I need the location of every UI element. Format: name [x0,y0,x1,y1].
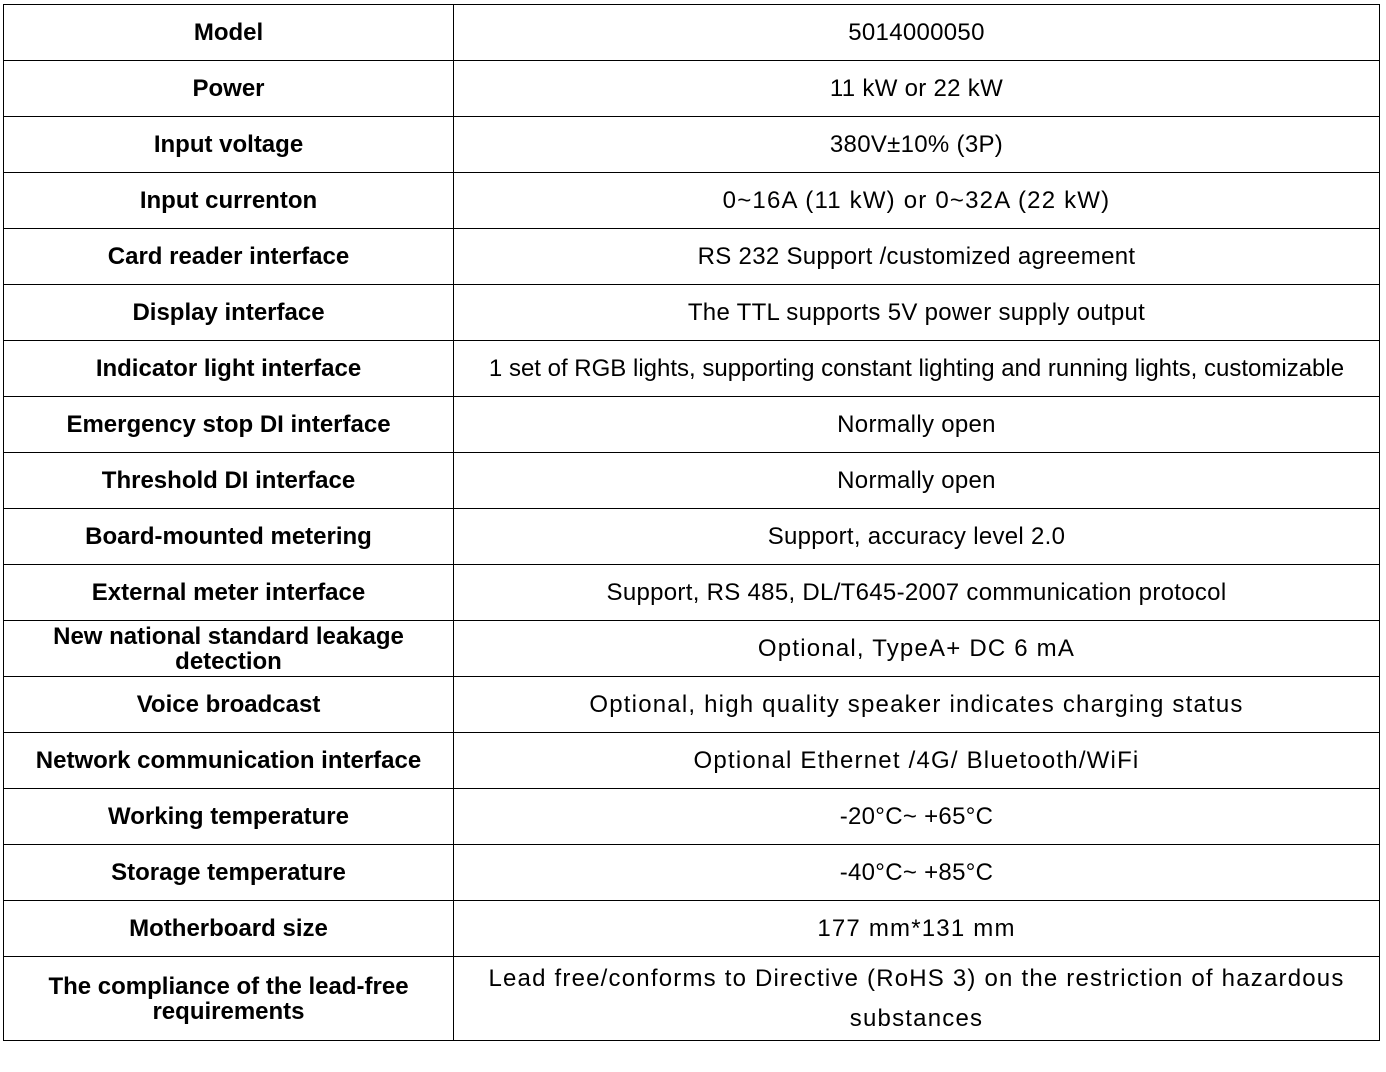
row-value: Support, accuracy level 2.0 [454,509,1380,565]
table-row [4,509,1380,565]
row-label: Storage temperature [4,845,454,901]
table-row [4,453,1380,509]
row-value: Support, RS 485, DL/T645-2007 communication protocol [454,565,1380,621]
table-row [4,173,1380,229]
table-row [4,565,1380,621]
row-value: 5014000050 [454,5,1380,61]
row-label: Indicator light interface [4,341,454,397]
table-row [4,621,1380,677]
row-label: Power [4,61,454,117]
row-value: 1 set of RGB lights, supporting constant lighting and running lights, customizable [454,341,1380,397]
table-row [4,677,1380,733]
row-value: 0~16A (11 kW) or 0~32A (22 kW) [454,173,1380,229]
table-row [4,733,1380,789]
row-value: Optional, high quality speaker indicates charging status [454,677,1380,733]
row-label: Emergency stop DI interface [4,397,454,453]
table-row [4,789,1380,845]
table-row [4,341,1380,397]
row-value: Optional, TypeA+ DC 6 mA [454,621,1380,677]
table-row [4,229,1380,285]
table-row [4,117,1380,173]
row-label: Input voltage [4,117,454,173]
row-value: -40°C~ +85°C [454,845,1380,901]
row-label: Display interface [4,285,454,341]
row-value: -20°C~ +65°C [454,789,1380,845]
row-label: Board-mounted metering [4,509,454,565]
row-value: Normally open [454,397,1380,453]
row-value: Optional Ethernet /4G/ Bluetooth/WiFi [454,733,1380,789]
row-value: Normally open [454,453,1380,509]
row-label: External meter interface [4,565,454,621]
row-label: Network communication interface [4,733,454,789]
table-row [4,397,1380,453]
spec-table [3,4,1380,1041]
row-label: Model [4,5,454,61]
table-row [4,845,1380,901]
row-label: New national standard leakage detection [4,621,454,677]
row-label: Working temperature [4,789,454,845]
table-row [4,901,1380,957]
table-row [4,285,1380,341]
table-row [4,61,1380,117]
row-label: The compliance of the lead-free requirements [4,957,454,1041]
row-label: Motherboard size [4,901,454,957]
row-value: 380V±10% (3P) [454,117,1380,173]
table-row [4,5,1380,61]
table-row [4,957,1380,1041]
row-value: Lead free/conforms to Directive (RoHS 3) on the restriction of hazardous substances [454,957,1380,1041]
row-value: 177 mm*131 mm [454,901,1380,957]
row-label: Input currenton [4,173,454,229]
row-label: Threshold DI interface [4,453,454,509]
row-value: 11 kW or 22 kW [454,61,1380,117]
row-label: Card reader interface [4,229,454,285]
row-value: RS 232 Support /customized agreement [454,229,1380,285]
row-label: Voice broadcast [4,677,454,733]
row-value: The TTL supports 5V power supply output [454,285,1380,341]
